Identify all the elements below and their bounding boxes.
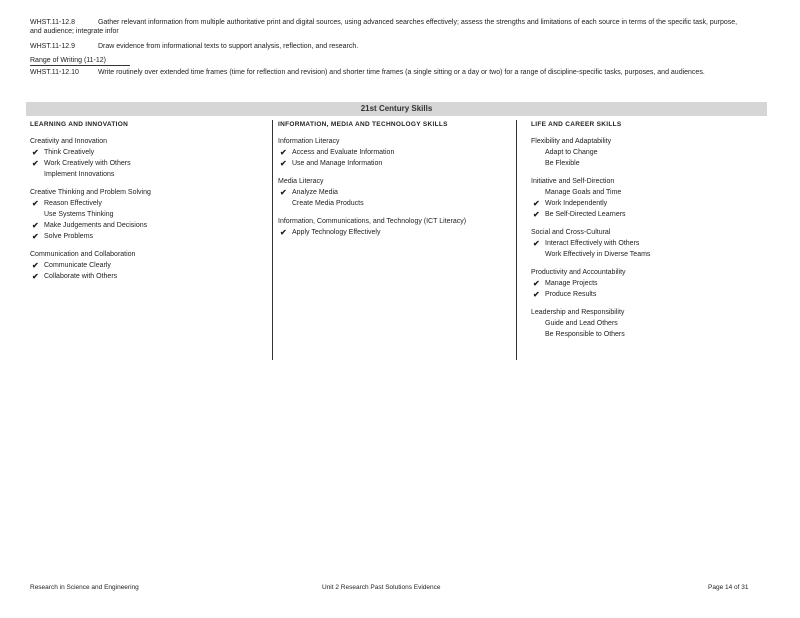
skill-group-title: Social and Cross-Cultural (531, 229, 611, 236)
skill-item-label: Implement Innovations (44, 171, 115, 178)
skill-group (278, 217, 514, 238)
skill-item (531, 238, 767, 249)
checkmark-icon: ✔ (32, 232, 39, 241)
skill-item (30, 158, 270, 169)
standard-text: Draw evidence from informational texts to support analysis, reflection, and research. (97, 43, 359, 50)
checkmark-icon: ✔ (533, 279, 540, 288)
checkmark-icon: ✔ (280, 188, 287, 197)
column-divider (516, 120, 517, 360)
skill-item-label: Be Self-Directed Learners (545, 211, 626, 218)
standard-text: Gather relevant information from multiple authoritative print and digital sources, using advanced searches effectively; assess the strengths and limitations of each source in terms of the specific task, purpose, and audience; integrate infor (30, 19, 738, 35)
skill-group-title: Information Literacy (278, 138, 340, 145)
skill-group (30, 188, 270, 242)
skill-group (278, 177, 514, 209)
skill-item (30, 231, 270, 242)
skill-groups (30, 137, 270, 282)
checkmark-icon: ✔ (280, 148, 287, 157)
skill-group-title: Initiative and Self-Direction (531, 178, 615, 185)
skill-item-label: Think Creatively (44, 149, 95, 156)
skill-item-label: Work Effectively in Diverse Teams (545, 251, 651, 258)
skill-item (531, 209, 767, 220)
checkmark-icon: ✔ (533, 199, 540, 208)
standard-code: WHST.11-12.8 (30, 19, 75, 26)
life-career-column (531, 121, 767, 348)
checkmark-icon: ✔ (533, 210, 540, 219)
skill-item (531, 249, 767, 260)
skill-group-title: Productivity and Accountability (531, 269, 626, 276)
skill-group (531, 228, 767, 260)
skill-group-title: Leadership and Responsibility (531, 309, 625, 316)
skill-item-label: Collaborate with Others (44, 273, 118, 280)
skills-banner: 21st Century Skills (26, 102, 767, 116)
column-divider (272, 120, 273, 360)
skill-group-title: Creativity and Innovation (30, 138, 108, 145)
skill-item-label: Analyze Media (292, 189, 338, 196)
skill-item (531, 329, 767, 340)
standard-whst-10 (30, 68, 750, 77)
skill-group (531, 177, 767, 220)
checkmark-icon: ✔ (280, 228, 287, 237)
standard-text: Write routinely over extended time frames (time for reflection and revision) and shorter time frames (a single sitting or a day or two) for a range of discipline-specific tasks, purposes, and audiences. (97, 69, 705, 76)
skill-item-label: Use and Manage Information (292, 160, 383, 167)
checkmark-icon: ✔ (533, 239, 540, 248)
skill-group (531, 308, 767, 340)
skill-item (30, 220, 270, 231)
skill-item-label: Work Independently (545, 200, 608, 207)
skill-group (30, 137, 270, 180)
standard-whst-8 (30, 18, 750, 36)
checkmark-icon: ✔ (32, 221, 39, 230)
skill-group-title: Information, Communications, and Technology (ICT Literacy) (278, 218, 467, 225)
skill-item-label: Interact Effectively with Others (545, 240, 640, 247)
skill-item (278, 227, 514, 238)
skill-item (30, 169, 270, 180)
skill-item-label: Work Creatively with Others (44, 160, 131, 167)
skill-item-label: Solve Problems (44, 233, 94, 240)
skill-item (278, 198, 514, 209)
skill-group (278, 137, 514, 169)
footer-page: Page 14 of 31 (708, 584, 749, 591)
skill-item-label: Produce Results (545, 291, 597, 298)
skill-item (30, 271, 270, 282)
skill-item (531, 318, 767, 329)
skill-item-label: Manage Goals and Time (545, 189, 622, 196)
checkmark-icon: ✔ (280, 159, 287, 168)
skill-group-title: Flexibility and Adaptability (531, 138, 612, 145)
skill-item (531, 278, 767, 289)
standard-code: WHST.11-12.9 (30, 43, 75, 50)
footer-unit: Unit 2 Research Past Solutions Evidence (322, 584, 441, 591)
skill-item (30, 260, 270, 271)
skill-item-label: Be Flexible (545, 160, 580, 167)
skill-item-label: Make Judgements and Decisions (44, 222, 148, 229)
skill-group (531, 268, 767, 300)
skill-groups (531, 137, 767, 340)
skill-item (531, 158, 767, 169)
information-media-column (278, 121, 514, 246)
checkmark-icon: ✔ (533, 290, 540, 299)
skill-item-label: Create Media Products (292, 200, 364, 207)
range-of-writing-label: Range of Writing (11-12) (30, 56, 130, 66)
checkmark-icon: ✔ (32, 272, 39, 281)
checkmark-icon: ✔ (32, 148, 39, 157)
skill-group-title: Media Literacy (278, 178, 324, 185)
skill-group-title: Communication and Collaboration (30, 251, 136, 258)
skill-item (30, 147, 270, 158)
skill-item (278, 147, 514, 158)
skill-item-label: Access and Evaluate Information (292, 149, 395, 156)
skill-item-label: Adapt to Change (545, 149, 598, 156)
skill-item (531, 147, 767, 158)
skill-item-label: Use Systems Thinking (44, 211, 114, 218)
skill-item-label: Be Responsible to Others (545, 331, 625, 338)
column-heading: INFORMATION, MEDIA AND TECHNOLOGY SKILLS (278, 121, 448, 128)
skill-group-title: Creative Thinking and Problem Solving (30, 189, 151, 196)
standard-whst-9 (30, 42, 750, 51)
skill-item (30, 209, 270, 220)
skill-item (30, 198, 270, 209)
checkmark-icon: ✔ (32, 159, 39, 168)
skill-item-label: Communicate Clearly (44, 262, 111, 269)
skill-group (531, 137, 767, 169)
footer-course: Research in Science and Engineering (30, 584, 139, 591)
standard-code: WHST.11-12.10 (30, 69, 79, 76)
learning-innovation-column (30, 121, 270, 290)
skill-item (531, 289, 767, 300)
checkmark-icon: ✔ (32, 199, 39, 208)
skill-item (278, 187, 514, 198)
skill-item (531, 198, 767, 209)
skill-item (278, 158, 514, 169)
checkmark-icon: ✔ (32, 261, 39, 270)
skill-item (531, 187, 767, 198)
skill-item-label: Guide and Lead Others (545, 320, 618, 327)
skill-item-label: Manage Projects (545, 280, 598, 287)
column-heading: LIFE AND CAREER SKILLS (531, 121, 622, 128)
skill-groups (278, 137, 514, 238)
skill-item-label: Reason Effectively (44, 200, 102, 207)
skill-item-label: Apply Technology Effectively (292, 229, 381, 236)
column-heading: LEARNING AND INNOVATION (30, 121, 129, 128)
skill-group (30, 250, 270, 282)
